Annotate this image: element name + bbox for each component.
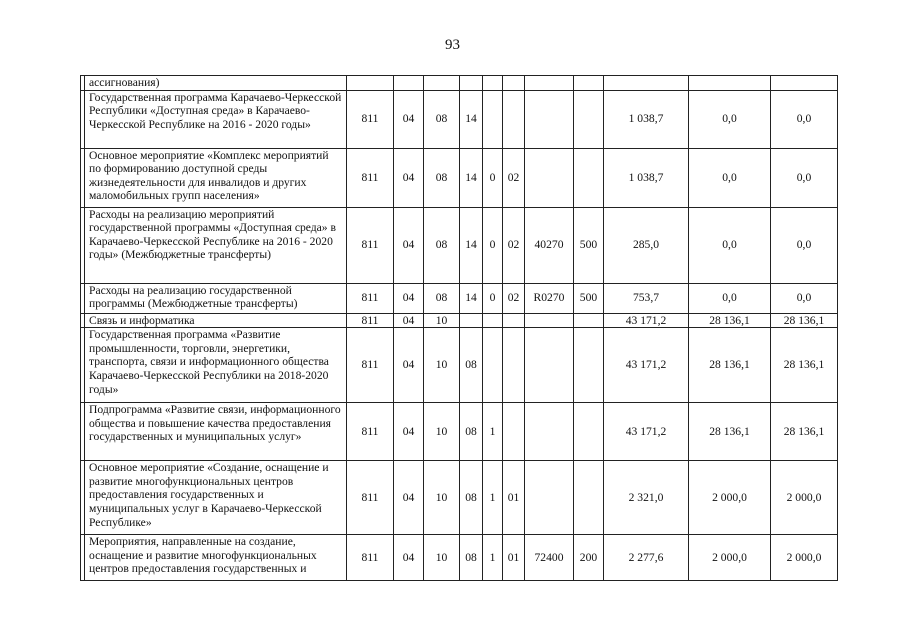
amount-2019-cell: 28 136,1 <box>689 313 771 328</box>
subsection-cell: 08 <box>424 90 460 148</box>
amount-2020-cell <box>771 76 838 91</box>
section-cell: 04 <box>394 313 424 328</box>
program-cell: 08 <box>460 535 483 581</box>
event-cell: 01 <box>503 461 525 535</box>
amount-2018-cell: 1 038,7 <box>604 90 689 148</box>
expense-name-cell: Расходы на реализацию государственной программы (Межбюджетные трансферты) <box>85 283 347 313</box>
event-cell <box>503 76 525 91</box>
expense-name-cell: Мероприятия, направленные на создание, оснащение и развитие многофункциональных центров предоставления государственных и <box>85 535 347 581</box>
subprogram-cell: 0 <box>483 148 503 207</box>
subsection-cell: 08 <box>424 148 460 207</box>
expense-direction-cell: 72400 <box>525 535 574 581</box>
amount-2019-cell: 28 136,1 <box>689 328 771 403</box>
event-cell <box>503 313 525 328</box>
expense-type-cell <box>574 90 604 148</box>
ministry-code-cell: 811 <box>347 207 394 283</box>
section-cell: 04 <box>394 283 424 313</box>
subsection-cell: 08 <box>424 207 460 283</box>
table-row <box>81 461 838 535</box>
amount-2020-cell: 28 136,1 <box>771 328 838 403</box>
amount-2019-cell: 2 000,0 <box>689 461 771 535</box>
expense-direction-cell: 40270 <box>525 207 574 283</box>
ministry-code-cell: 811 <box>347 283 394 313</box>
amount-2020-cell: 2 000,0 <box>771 461 838 535</box>
expense-name-cell: ассигнования) <box>85 76 347 91</box>
amount-2019-cell: 2 000,0 <box>689 535 771 581</box>
amount-2018-cell: 2 321,0 <box>604 461 689 535</box>
event-cell: 02 <box>503 148 525 207</box>
subsection-cell: 10 <box>424 461 460 535</box>
section-cell: 04 <box>394 148 424 207</box>
amount-2019-cell: 0,0 <box>689 148 771 207</box>
subprogram-cell <box>483 313 503 328</box>
ministry-code-cell: 811 <box>347 313 394 328</box>
table-row <box>81 283 838 313</box>
amount-2019-cell <box>689 76 771 91</box>
subprogram-cell: 1 <box>483 403 503 461</box>
ministry-code-cell: 811 <box>347 461 394 535</box>
expense-name-cell: Подпрограмма «Развитие связи, информационного общества и повышение качества предоставления государственных и муниципальных услуг» <box>85 403 347 461</box>
table-row <box>81 207 838 283</box>
expense-type-cell <box>574 76 604 91</box>
amount-2020-cell: 0,0 <box>771 148 838 207</box>
ministry-code-cell: 811 <box>347 535 394 581</box>
amount-2019-cell: 0,0 <box>689 283 771 313</box>
section-cell: 04 <box>394 207 424 283</box>
expense-name-cell: Основное мероприятие «Комплекс мероприятий по формированию доступной среды жизнедеятельности для инвалидов и других маломобильных групп населения» <box>85 148 347 207</box>
expense-direction-cell <box>525 76 574 91</box>
expense-direction-cell <box>525 461 574 535</box>
amount-2018-cell: 2 277,6 <box>604 535 689 581</box>
subprogram-cell: 0 <box>483 283 503 313</box>
program-cell: 08 <box>460 461 483 535</box>
expense-type-cell <box>574 313 604 328</box>
subprogram-cell: 1 <box>483 535 503 581</box>
page-number: 93 <box>445 37 460 53</box>
expense-direction-cell <box>525 403 574 461</box>
section-cell: 04 <box>394 328 424 403</box>
ministry-code-cell: 811 <box>347 148 394 207</box>
section-cell: 04 <box>394 461 424 535</box>
amount-2018-cell: 43 171,2 <box>604 313 689 328</box>
expense-name-cell: Связь и информатика <box>85 313 347 328</box>
subprogram-cell <box>483 328 503 403</box>
amount-2019-cell: 0,0 <box>689 90 771 148</box>
expense-direction-cell <box>525 148 574 207</box>
subsection-cell: 10 <box>424 403 460 461</box>
expense-name-cell: Государственная программа «Развитие промышленности, торговли, энергетики, транспорта, связи и информационного общества Карачаево-Черкесской Республики на 2018-2020 годы» <box>85 328 347 403</box>
amount-2018-cell: 1 038,7 <box>604 148 689 207</box>
amount-2018-cell: 285,0 <box>604 207 689 283</box>
amount-2020-cell: 0,0 <box>771 207 838 283</box>
program-cell: 14 <box>460 207 483 283</box>
table-body <box>81 76 838 581</box>
program-cell: 08 <box>460 328 483 403</box>
event-cell <box>503 90 525 148</box>
section-cell: 04 <box>394 535 424 581</box>
ministry-code-cell: 811 <box>347 403 394 461</box>
subprogram-cell: 1 <box>483 461 503 535</box>
event-cell: 01 <box>503 535 525 581</box>
amount-2019-cell: 0,0 <box>689 207 771 283</box>
subprogram-cell: 0 <box>483 207 503 283</box>
expense-type-cell <box>574 403 604 461</box>
ministry-code-cell: 811 <box>347 90 394 148</box>
amount-2018-cell: 43 171,2 <box>604 328 689 403</box>
expense-type-cell <box>574 328 604 403</box>
table-row <box>81 313 838 328</box>
subsection-cell: 10 <box>424 535 460 581</box>
expense-direction-cell <box>525 313 574 328</box>
expense-name-cell: Основное мероприятие «Создание, оснащение и развитие многофункциональных центров предоставления государственных и муниципальных услуг в Карачаево-Черкесской Республике» <box>85 461 347 535</box>
expense-type-cell <box>574 461 604 535</box>
program-cell: 14 <box>460 90 483 148</box>
amount-2018-cell: 753,7 <box>604 283 689 313</box>
program-cell <box>460 76 483 91</box>
table-row <box>81 535 838 581</box>
amount-2020-cell: 28 136,1 <box>771 403 838 461</box>
section-cell <box>394 76 424 91</box>
amount-2020-cell: 28 136,1 <box>771 313 838 328</box>
program-cell: 08 <box>460 403 483 461</box>
expense-type-cell <box>574 148 604 207</box>
expense-name-cell: Государственная программа Карачаево-Черкесской Республики «Доступная среда» в Карачаево-Черкесской Республике на 2016 - 2020 годы» <box>85 90 347 148</box>
event-cell <box>503 403 525 461</box>
amount-2020-cell: 2 000,0 <box>771 535 838 581</box>
program-cell: 14 <box>460 283 483 313</box>
section-cell: 04 <box>394 403 424 461</box>
ministry-code-cell: 811 <box>347 328 394 403</box>
subsection-cell: 10 <box>424 328 460 403</box>
table-row <box>81 403 838 461</box>
subprogram-cell <box>483 90 503 148</box>
expense-direction-cell <box>525 90 574 148</box>
amount-2019-cell: 28 136,1 <box>689 403 771 461</box>
program-cell <box>460 313 483 328</box>
expense-direction-cell: R0270 <box>525 283 574 313</box>
expense-type-cell: 200 <box>574 535 604 581</box>
event-cell: 02 <box>503 283 525 313</box>
subsection-cell: 10 <box>424 313 460 328</box>
subsection-cell: 08 <box>424 283 460 313</box>
amount-2018-cell <box>604 76 689 91</box>
event-cell <box>503 328 525 403</box>
table-row <box>81 76 838 91</box>
expense-name-cell: Расходы на реализацию мероприятий государственной программы «Доступная среда» в Карачаево-Черкесской Республике на 2016 - 2020 годы» (Межбюджетные трансферты) <box>85 207 347 283</box>
event-cell: 02 <box>503 207 525 283</box>
subsection-cell <box>424 76 460 91</box>
table-row <box>81 328 838 403</box>
expense-type-cell: 500 <box>574 283 604 313</box>
budget-table <box>80 75 838 581</box>
ministry-code-cell <box>347 76 394 91</box>
table-row <box>81 148 838 207</box>
amount-2020-cell: 0,0 <box>771 283 838 313</box>
subprogram-cell <box>483 76 503 91</box>
amount-2020-cell: 0,0 <box>771 90 838 148</box>
table-row <box>81 90 838 148</box>
expense-type-cell: 500 <box>574 207 604 283</box>
expense-direction-cell <box>525 328 574 403</box>
section-cell: 04 <box>394 90 424 148</box>
amount-2018-cell: 43 171,2 <box>604 403 689 461</box>
program-cell: 14 <box>460 148 483 207</box>
